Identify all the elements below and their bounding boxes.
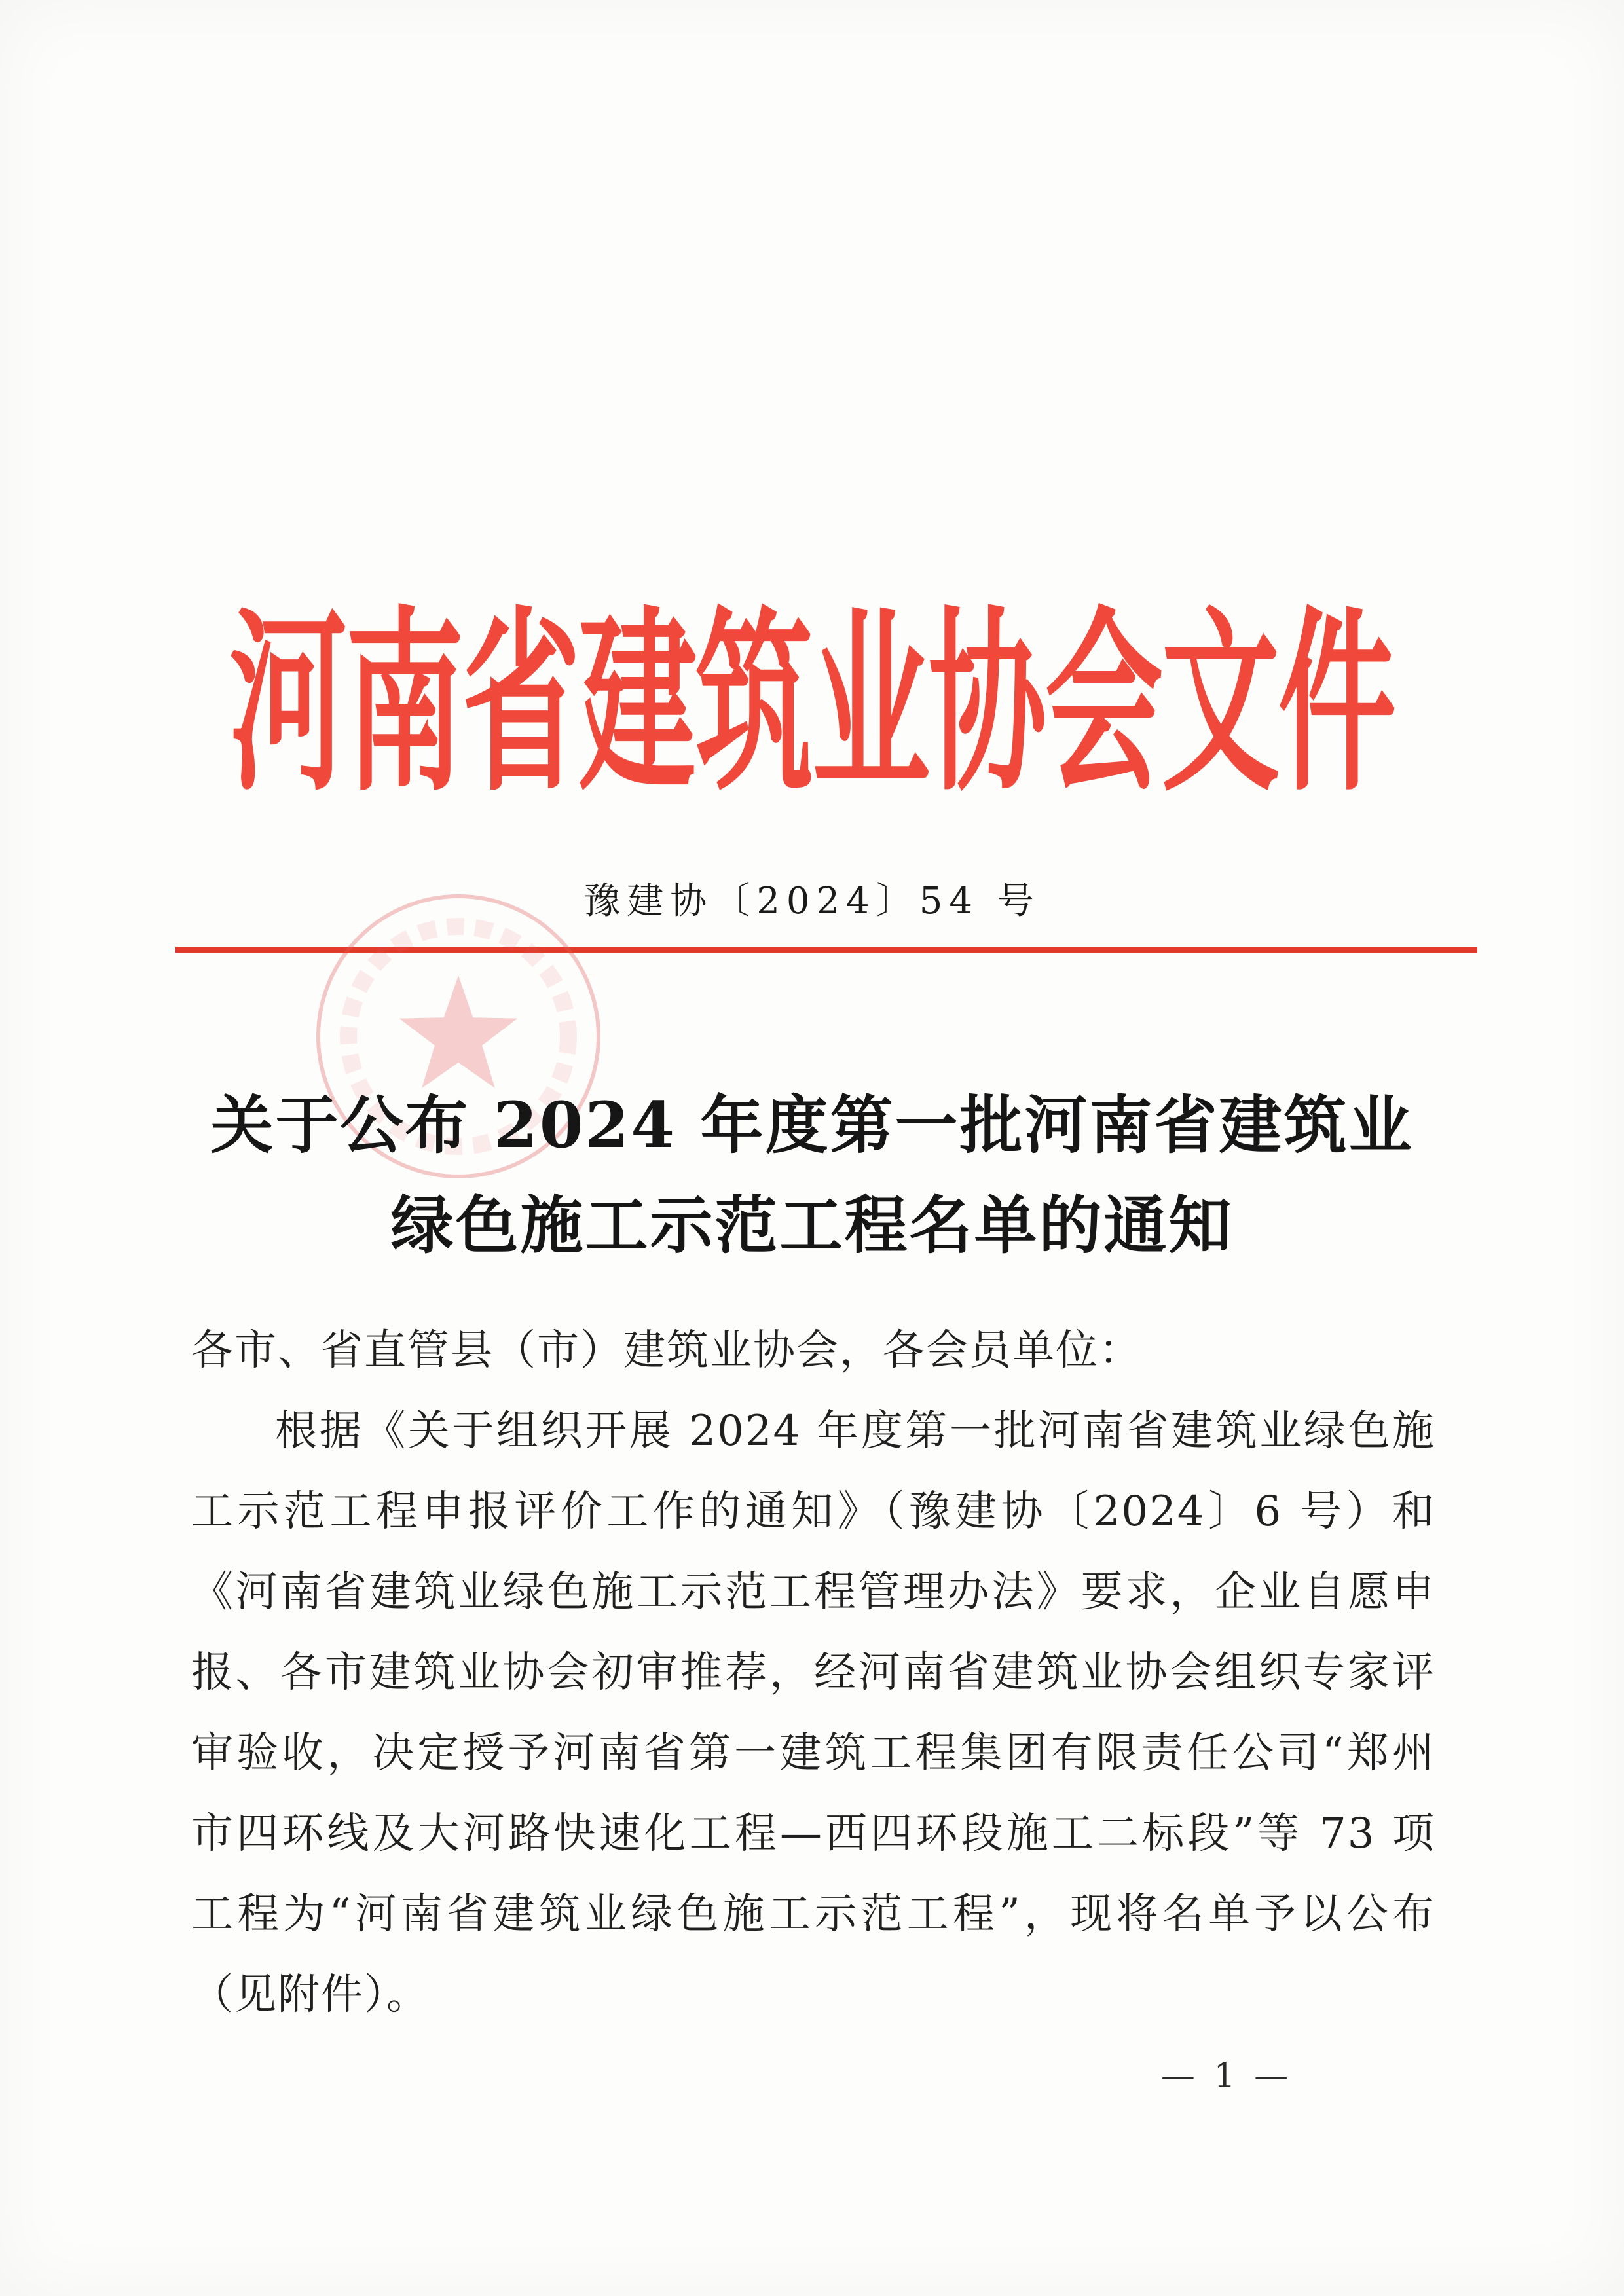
document-title (0, 1075, 1624, 1275)
body-line: 报、各市建筑业协会初审推荐，经河南省建筑业协会组织专家评 (191, 1649, 1435, 1697)
body-line: 《河南省建筑业绿色施工示范工程管理办法》要求，企业自愿申 (191, 1568, 1435, 1616)
body-line: 工示范工程申报评价工作的通知》（豫建协〔2024〕6 号）和 (191, 1487, 1435, 1536)
document-body (191, 1311, 1435, 2035)
page-number: — 1 — (1160, 2056, 1293, 2096)
body-line: 根据《关于组织开展 2024 年度第一批河南省建筑业绿色施 (275, 1407, 1435, 1455)
body-line: 审验收，决定授予河南省第一建筑工程集团有限责任公司“郑州 (191, 1729, 1435, 1777)
body-line: 市四环线及大河路快速化工程—西四环段施工二标段”等 73 项 (191, 1810, 1435, 1858)
seal-star-icon (399, 975, 518, 1088)
document-title-line-1: 关于公布 2024 年度第一批河南省建筑业 (210, 1088, 1414, 1162)
body-line: （见附件）。 (191, 1971, 430, 2019)
masthead-title (0, 547, 1624, 818)
document-number: 豫建协〔2024〕54 号 (583, 880, 1041, 922)
body-line: 工程为“河南省建筑业绿色施工示范工程”，现将名单予以公布 (191, 1890, 1435, 1939)
masthead-title-text: 河南省建筑业协会文件 (229, 589, 1395, 818)
document-title-line-2: 绿色施工示范工程名单的通知 (390, 1188, 1234, 1262)
red-separator-rule (175, 947, 1477, 953)
salutation-line: 各市、省直管县（市）建筑业协会，各会员单位： (191, 1326, 1142, 1375)
